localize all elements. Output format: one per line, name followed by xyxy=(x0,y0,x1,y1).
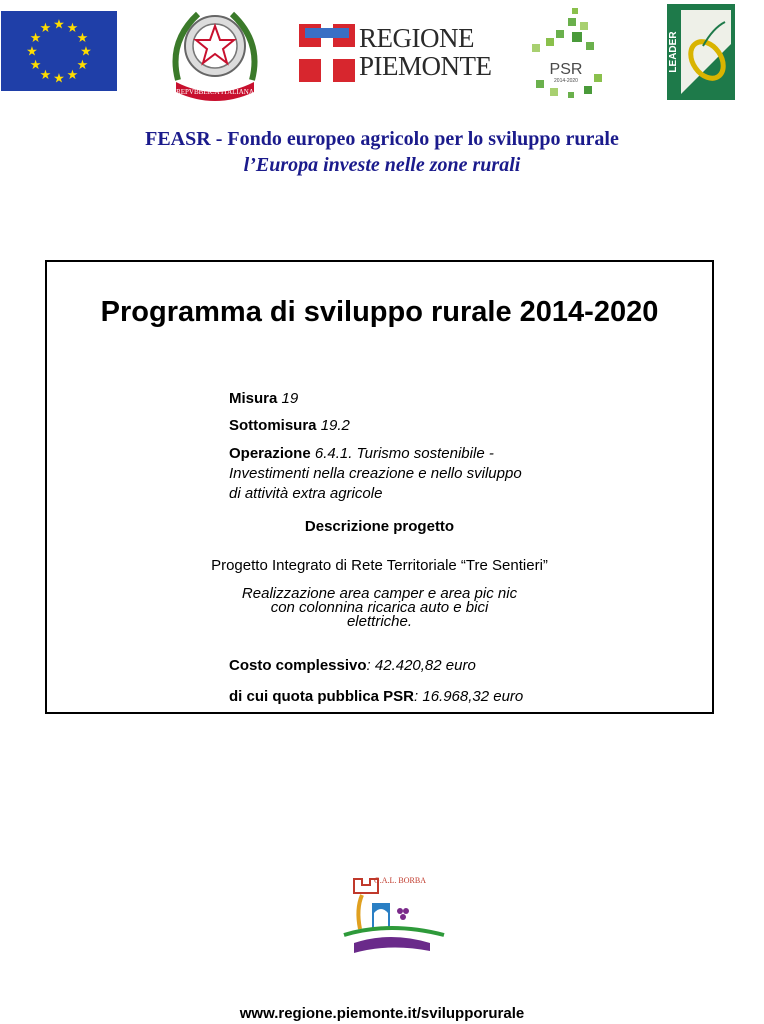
eu-star-icon: ★ xyxy=(53,71,65,87)
misura-value: 19 xyxy=(281,390,299,407)
realizzazione-line3: elettriche. xyxy=(346,613,413,630)
eu-star-icon: ★ xyxy=(29,31,42,46)
regione-text: REGIONE xyxy=(359,23,474,53)
quota-label: di cui quota pubblica PSR xyxy=(229,688,415,705)
italian-republic-emblem-logo xyxy=(168,2,262,104)
realizzazione-description xyxy=(47,587,712,629)
emblem-text: REPVBBLICA ITALIANA xyxy=(176,88,254,96)
psr-text: PSR xyxy=(549,61,583,78)
quota-value: : 16.968,32 euro xyxy=(414,688,524,705)
eu-star-icon: ★ xyxy=(76,58,89,73)
regione-piemonte-logo xyxy=(299,23,492,82)
descrizione-heading: Descrizione progetto xyxy=(304,518,455,535)
costo-label: Costo complessivo xyxy=(229,657,367,674)
operazione-value-line1: 6.4.1. Turismo sostenibile - xyxy=(314,445,494,462)
operazione-field xyxy=(229,444,522,504)
eu-star-icon: ★ xyxy=(53,17,65,33)
eu-star-icon: ★ xyxy=(29,58,42,73)
realizzazione-line2: con colonnina ricarica auto e bici xyxy=(270,599,489,616)
project-info-box xyxy=(45,260,714,714)
operazione-label: Operazione xyxy=(229,445,311,462)
website-link[interactable]: www.regione.piemonte.it/svilupporurale xyxy=(239,1005,525,1022)
gal-borba-logo xyxy=(340,873,448,959)
piemonte-shield-icon xyxy=(299,24,355,82)
eu-flag-logo xyxy=(1,11,117,91)
eu-star-icon: ★ xyxy=(76,31,89,46)
eu-star-icon: ★ xyxy=(80,44,92,60)
europa-tagline: l’Europa investe nelle zone rurali xyxy=(243,154,521,176)
program-title: Programma di sviluppo rurale 2014-2020 xyxy=(100,296,659,328)
costo-value: : 42.420,82 euro xyxy=(366,657,476,674)
psr-logo xyxy=(528,8,606,100)
sottomisura-label: Sottomisura xyxy=(229,417,317,434)
operazione-value-line3: di attività extra agricole xyxy=(229,485,383,502)
feasr-heading: FEASR - Fondo europeo agricolo per lo sviluppo rurale xyxy=(145,128,619,150)
misura-field xyxy=(229,390,298,407)
progetto-name: Progetto Integrato di Rete Territoriale “Tre Sentieri” xyxy=(211,557,548,574)
sottomisura-field xyxy=(229,417,350,434)
sottomisura-value: 19.2 xyxy=(320,417,350,434)
gal-text: G.A.L. BORBA xyxy=(373,876,427,885)
eu-star-icon: ★ xyxy=(39,67,52,83)
operazione-value-line2: Investimenti nella creazione e nello sviluppo xyxy=(229,465,522,482)
psr-years: 2014-2020 xyxy=(554,78,578,84)
eu-star-icon: ★ xyxy=(26,44,38,60)
realizzazione-line1: Realizzazione area camper e area pic nic xyxy=(241,585,518,602)
eu-star-icon: ★ xyxy=(39,21,52,37)
quota-field xyxy=(229,688,523,705)
costo-field xyxy=(229,657,476,674)
eu-star-icon: ★ xyxy=(66,67,79,83)
eu-star-icon: ★ xyxy=(66,21,79,37)
leader-text: LEADER xyxy=(668,31,679,73)
leader-logo xyxy=(667,4,735,100)
piemonte-text: PIEMONTE xyxy=(359,51,492,81)
misura-label: Misura xyxy=(229,390,278,407)
